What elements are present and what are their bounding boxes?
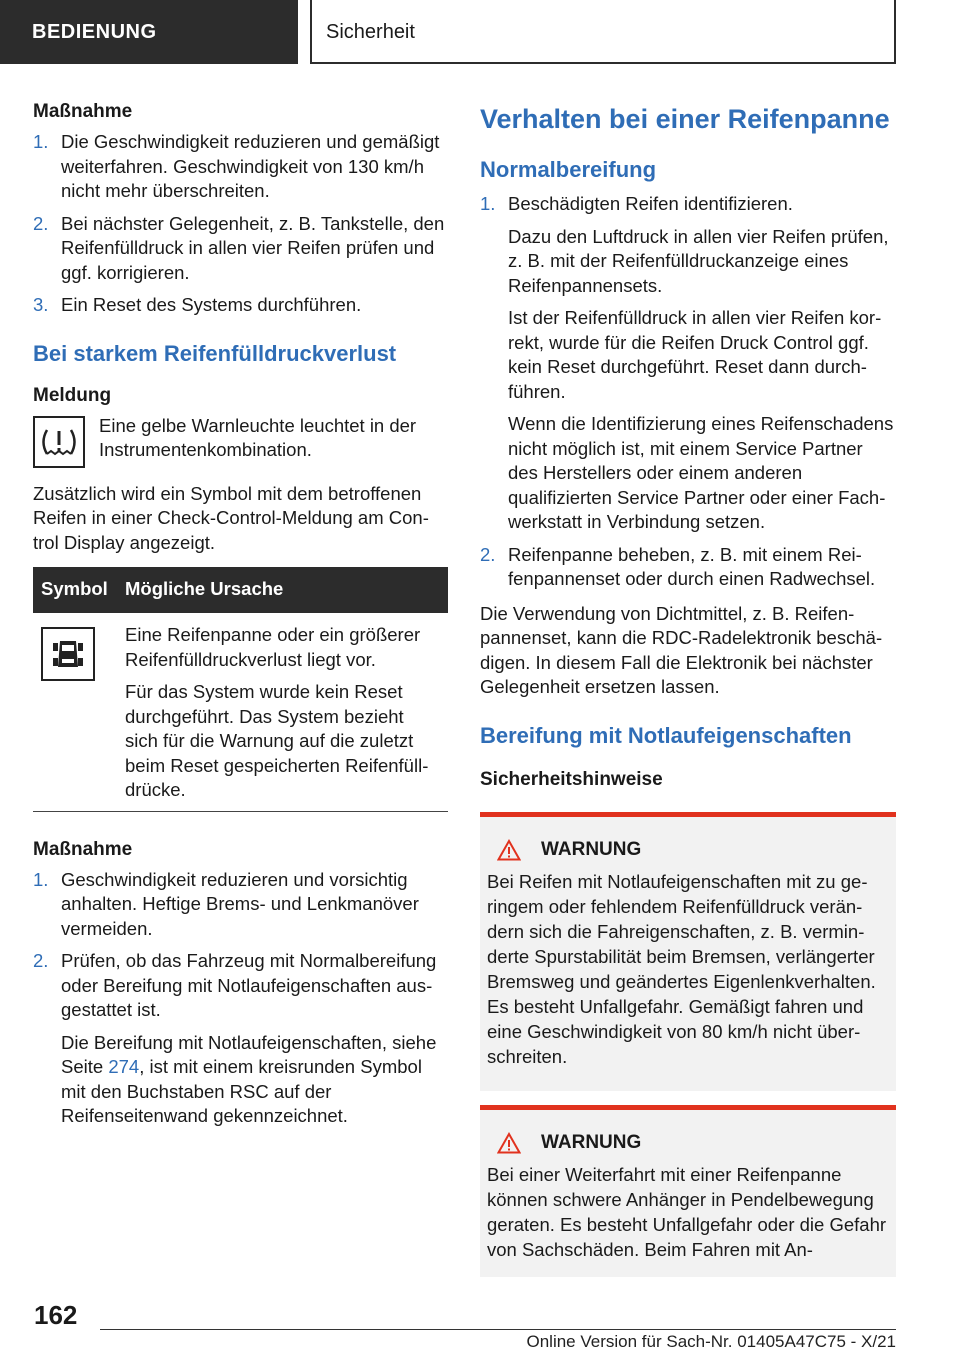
warning-text: Bei einer Weiterfahrt mit einer Reifenpanne können schwere Anhänger in Pendelbewegung geraten. Es besteht Unfallgefahr oder die Gefahr von Sachschäden. Beim Fahren mit An- (487, 1163, 887, 1260)
right-column (480, 100, 896, 1277)
table-cell-symbol (33, 613, 117, 811)
safety-heading: Sicherheitshinweise (480, 768, 663, 790)
warning-label: WARNUNG (541, 1131, 642, 1153)
chapter-title: Sicherheit (310, 0, 896, 64)
page-number: 162 (34, 1300, 78, 1330)
step-subtext (61, 1031, 448, 1129)
step-text: Prüfen, ob das Fahrzeug mit Normalbereifung oder Bereifung mit Notlaufeigenschaften ausgestattet ist. (61, 950, 437, 1020)
step-number: 3. (33, 294, 49, 315)
step-number: 1. (33, 131, 49, 152)
step-text: Ein Reset des Systems durchführen. (61, 294, 362, 315)
step-subtext: Dazu den Luftdruck in allen vier Reifen prüfen, z. B. mit der Reifenfülldruckanzeige eines Reifenpannensets. (508, 225, 889, 296)
massnahme-heading: Maßnahme (33, 838, 133, 860)
massnahme-list (33, 868, 448, 1129)
cause-text: Für das System wurde kein Reset durchgeführt. Das System bezieht sich für die Warnung auf die zuletzt beim Reset gespeicherten Reifenfülldrücke. (125, 681, 429, 800)
footer-divider (100, 1329, 896, 1330)
list-item (33, 868, 448, 942)
step-subtext: Wenn die Identifizierung eines Reifenschadens nicht möglich ist, mit einem Service Partner des Herstellers oder einem anderen qualifizierten Service Partner oder einer Fachwerkstatt in Verbindung setzen. (508, 413, 894, 532)
warning-text: Bei Reifen mit Notlaufeigenschaften mit zu geringem oder fehlendem Reifenfülldruck verändern sich die Fahreigenschaften, z. B. verminderte Spurstabilität beim Bremsen, verlängerter Bremsweg und geändertes Eigenlenkverhalten. Es besteht Unfallgefahr. Gemäßigt fahren und eine Geschwindigkeit von 80 km/h nicht überschreiten. (487, 870, 876, 1067)
meldung-text: Eine gelbe Warnleuchte leuchtet in der Instrumentenkombination. (99, 414, 417, 460)
warning-box (480, 1105, 896, 1277)
step-number: 1. (480, 193, 496, 214)
massnahme-heading: Maßnahme (33, 101, 133, 122)
table-row (33, 613, 448, 811)
list-item (33, 130, 448, 204)
table-header-symbol: Symbol (33, 567, 117, 613)
list-item (33, 949, 448, 1129)
subheading: Normalbereifung (480, 157, 657, 182)
step-text: Bei nächster Gelegenheit, z. B. Tankstelle, den Reifenfülldruck in allen vier Reifen prüfen und ggf. korrigieren. (61, 212, 445, 283)
step-number: 2. (480, 543, 496, 565)
subtext-part: , ist mit einem kreisrunden Symbol mit den Buchstaben RSC auf der Reifenseitenwand gekennzeichnet. (61, 1056, 422, 1126)
list-item (480, 543, 896, 592)
massnahme-list (33, 130, 448, 318)
footer-online-version: Online Version für Sach-Nr. 01405A47C75 - X/21 (526, 1332, 896, 1351)
step-number: 1. (33, 868, 49, 890)
section-heading: Bei starkem Reifenfülldruckverlust (33, 340, 397, 366)
warning-label: WARNUNG (541, 838, 642, 860)
subtext-part: Die Bereifung mit Notlaufeigenschaften, siehe Seite (61, 1031, 437, 1077)
table-header-cause: Mögliche Ursache (117, 567, 448, 613)
car-tires-icon (41, 627, 95, 681)
paragraph: Die Verwendung von Dichtmittel, z. B. Reifenpannenset, kann die RDC-Radelektronik beschädigen. In diesem Fall die Elektronik bei nächster Gelegenheit ersetzen lassen. (480, 602, 883, 697)
warning-title (497, 839, 888, 861)
step-number: 2. (33, 212, 49, 234)
tire-pressure-warning-icon (33, 416, 85, 468)
left-column (33, 100, 448, 1129)
meldung-block (33, 414, 448, 468)
table-cell-cause (117, 613, 448, 811)
step-subtext: Ist der Reifenfülldruck in allen vier Reifen korrekt, wurde für die Reifen Druck Control ggf. kein Reset durchgeführt. Reset dann durchführen. (508, 307, 882, 402)
section-tab: BEDIENUNG (0, 0, 298, 64)
main-heading: Verhalten bei einer Reifenpanne (480, 104, 890, 134)
list-item (33, 293, 448, 318)
symbol-table (33, 567, 448, 812)
cause-text: Eine Reifenpanne oder ein größerer Reifenfülldruckverlust liegt vor. (125, 624, 421, 670)
paragraph: Zusätzlich wird ein Symbol mit dem betroffenen Reifen in einer Check-Control-Meldung am Control Display angezeigt. (33, 482, 429, 553)
step-text: Geschwindigkeit reduzieren und vorsichtig anhalten. Heftige Brems- und Lenkmanöver vermeiden. (61, 868, 419, 939)
meldung-heading: Meldung (33, 384, 112, 406)
step-text: Die Geschwindigkeit reduzieren und gemäßigt weiterfahren. Geschwindigkeit von 130 km/h nicht mehr überschreiten. (61, 131, 440, 201)
list-item (33, 212, 448, 286)
warning-box (480, 812, 896, 1091)
page-header (0, 0, 960, 66)
normalbereifung-list (480, 192, 896, 592)
table-header-row (33, 567, 448, 613)
warning-title (497, 1132, 888, 1154)
subheading: Bereifung mit Notlaufeigenschaften (480, 722, 852, 748)
warning-triangle-icon (497, 1132, 521, 1154)
list-item (480, 192, 896, 535)
page-link[interactable]: 274 (108, 1056, 140, 1077)
warning-triangle-icon (497, 839, 521, 861)
step-text: Beschädigten Reifen identifizieren. (508, 193, 793, 214)
step-number: 2. (33, 950, 49, 971)
step-text: Reifenpanne beheben, z. B. mit einem Reifenpannenset oder durch einen Radwechsel. (508, 543, 876, 589)
